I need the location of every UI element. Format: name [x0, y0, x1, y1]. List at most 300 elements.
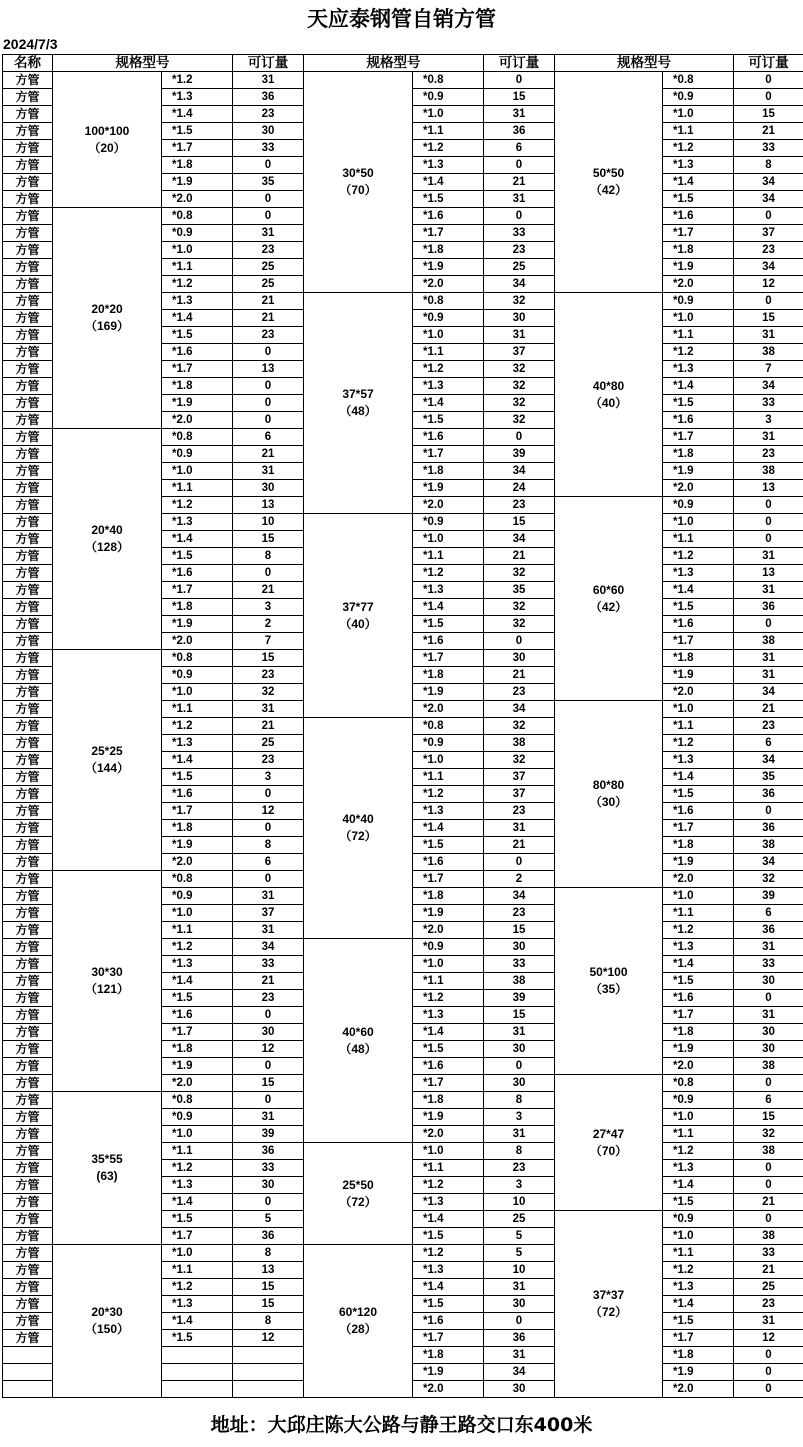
column-header-spec: 规格型号	[555, 55, 734, 72]
quantity-cell: 30	[734, 1041, 803, 1058]
quantity-cell: 23	[484, 1160, 555, 1177]
item-name-cell: 方管	[3, 956, 53, 973]
gauge-cell	[162, 1347, 233, 1364]
gauge-cell: *1.9	[162, 174, 233, 191]
quantity-cell: 0	[734, 531, 803, 548]
gauge-cell: *1.8	[413, 463, 484, 480]
quantity-cell: 23	[484, 497, 555, 514]
gauge-cell: *1.1	[162, 480, 233, 497]
quantity-cell: 31	[484, 1126, 555, 1143]
quantity-cell: 0	[233, 1058, 304, 1075]
gauge-cell: *2.0	[663, 1381, 734, 1398]
gauge-cell: *1.2	[413, 565, 484, 582]
gauge-cell: *1.0	[413, 106, 484, 123]
gauge-cell: *1.9	[663, 1041, 734, 1058]
size-group-label	[304, 514, 413, 718]
quantity-cell: 38	[734, 1058, 803, 1075]
size-group-label	[555, 1075, 663, 1211]
item-name-cell: 方管	[3, 89, 53, 106]
quantity-cell: 38	[734, 1143, 803, 1160]
gauge-cell: *2.0	[162, 633, 233, 650]
item-name-cell: 方管	[3, 616, 53, 633]
item-name-cell: 方管	[3, 1092, 53, 1109]
quantity-cell: 23	[233, 752, 304, 769]
gauge-cell: *1.6	[663, 803, 734, 820]
item-name-cell: 方管	[3, 106, 53, 123]
gauge-cell: *1.3	[162, 514, 233, 531]
quantity-cell: 3	[233, 769, 304, 786]
quantity-cell: 21	[233, 582, 304, 599]
quantity-cell: 0	[233, 1194, 304, 1211]
gauge-cell: *1.9	[162, 395, 233, 412]
gauge-cell: *1.4	[663, 174, 734, 191]
quantity-cell: 6	[734, 905, 803, 922]
gauge-cell: *0.8	[162, 1092, 233, 1109]
gauge-cell: *1.7	[162, 361, 233, 378]
column-header-spec: 规格型号	[304, 55, 484, 72]
item-name-cell: 方管	[3, 1024, 53, 1041]
item-name-cell: 方管	[3, 990, 53, 1007]
size-total: （72）	[339, 1194, 377, 1209]
quantity-cell: 0	[484, 1058, 555, 1075]
gauge-cell: *1.8	[663, 1347, 734, 1364]
gauge-cell: *1.4	[663, 582, 734, 599]
quantity-cell: 32	[484, 718, 555, 735]
gauge-cell: *1.4	[663, 956, 734, 973]
gauge-cell: *0.9	[663, 1211, 734, 1228]
item-name-cell: 方管	[3, 1143, 53, 1160]
quantity-cell: 31	[734, 1313, 803, 1330]
quantity-cell: 35	[484, 582, 555, 599]
item-name-cell: 方管	[3, 310, 53, 327]
quantity-cell: 38	[734, 344, 803, 361]
size-spec: 25*50	[342, 1177, 374, 1192]
quantity-cell: 39	[233, 1126, 304, 1143]
item-name-cell: 方管	[3, 1075, 53, 1092]
item-name-cell: 方管	[3, 582, 53, 599]
gauge-cell: *1.3	[162, 956, 233, 973]
quantity-cell: 15	[734, 1109, 803, 1126]
quantity-cell: 36	[233, 1143, 304, 1160]
item-name-cell: 方管	[3, 276, 53, 293]
quantity-cell: 21	[734, 1194, 803, 1211]
quantity-cell: 34	[484, 531, 555, 548]
item-name-cell: 方管	[3, 327, 53, 344]
size-group-label	[304, 72, 413, 293]
quantity-cell: 34	[734, 752, 803, 769]
quantity-cell: 23	[734, 242, 803, 259]
gauge-cell: *1.9	[413, 905, 484, 922]
quantity-cell: 31	[734, 548, 803, 565]
quantity-cell: 0	[233, 412, 304, 429]
gauge-cell: *1.7	[413, 225, 484, 242]
gauge-cell: *1.8	[413, 1092, 484, 1109]
gauge-cell: *1.7	[663, 633, 734, 650]
quantity-cell: 3	[484, 1177, 555, 1194]
size-total: （48）	[339, 404, 377, 418]
quantity-cell: 23	[484, 242, 555, 259]
gauge-cell: *2.0	[162, 854, 233, 871]
size-group-label	[53, 650, 162, 871]
gauge-cell: *1.5	[413, 837, 484, 854]
quantity-cell	[233, 1381, 304, 1398]
quantity-cell: 31	[484, 106, 555, 123]
quantity-cell: 0	[734, 1211, 803, 1228]
quantity-cell: 38	[734, 837, 803, 854]
quantity-cell: 0	[734, 1381, 803, 1398]
quantity-cell: 23	[233, 990, 304, 1007]
gauge-cell: *1.4	[413, 395, 484, 412]
quantity-cell: 31	[233, 922, 304, 939]
item-name-cell: 方管	[3, 973, 53, 990]
gauge-cell: *1.6	[413, 633, 484, 650]
size-spec: 50*50	[592, 166, 625, 180]
size-group-label	[53, 1245, 162, 1398]
quantity-cell: 5	[484, 1245, 555, 1262]
quantity-cell: 33	[233, 1160, 304, 1177]
quantity-cell: 30	[233, 1024, 304, 1041]
quantity-cell: 38	[484, 735, 555, 752]
quantity-cell: 31	[734, 429, 803, 446]
gauge-cell: *1.5	[413, 1296, 484, 1313]
quantity-cell: 8	[233, 837, 304, 854]
item-name-cell	[3, 1381, 53, 1398]
quantity-cell: 21	[734, 1262, 803, 1279]
quantity-cell: 0	[484, 208, 555, 225]
quantity-cell: 23	[233, 667, 304, 684]
quantity-cell: 32	[484, 599, 555, 616]
item-name-cell: 方管	[3, 1058, 53, 1075]
quantity-cell: 31	[734, 327, 803, 344]
gauge-cell: *1.1	[162, 259, 233, 276]
gauge-cell: *1.5	[663, 191, 734, 208]
quantity-cell: 13	[233, 497, 304, 514]
size-total: （70）	[589, 1143, 628, 1158]
quantity-cell: 0	[734, 616, 803, 633]
gauge-cell: *0.9	[162, 888, 233, 905]
quantity-cell: 15	[484, 514, 555, 531]
gauge-cell: *0.8	[663, 72, 734, 89]
quantity-cell: 30	[484, 939, 555, 956]
gauge-cell: *1.5	[162, 548, 233, 565]
size-total: （40）	[589, 395, 628, 410]
quantity-cell: 0	[734, 990, 803, 1007]
gauge-cell: *1.6	[413, 208, 484, 225]
size-total: （20）	[88, 140, 126, 155]
address-footer: 地址：大邱庄陈大公路与静王路交口东400米	[210, 1414, 593, 1436]
quantity-cell: 0	[734, 72, 803, 89]
item-name-cell: 方管	[3, 72, 53, 89]
gauge-cell: *2.0	[413, 922, 484, 939]
gauge-cell: *1.1	[663, 718, 734, 735]
quantity-cell: 0	[484, 429, 555, 446]
item-name-cell: 方管	[3, 871, 53, 888]
gauge-cell: *1.9	[663, 1364, 734, 1381]
quantity-cell: 12	[734, 1330, 803, 1347]
gauge-cell: *1.4	[663, 1177, 734, 1194]
size-group-label	[555, 293, 663, 497]
size-spec: 40*80	[592, 378, 625, 393]
item-name-cell: 方管	[3, 1279, 53, 1296]
gauge-cell: *2.0	[663, 871, 734, 888]
gauge-cell: *0.9	[413, 89, 484, 106]
gauge-cell: *1.5	[162, 990, 233, 1007]
gauge-cell: *1.6	[413, 429, 484, 446]
gauge-cell: *1.8	[162, 1041, 233, 1058]
item-name-cell: 方管	[3, 157, 53, 174]
gauge-cell: *1.2	[162, 1160, 233, 1177]
stock-table	[2, 54, 803, 1415]
item-name-cell: 方管	[3, 820, 53, 837]
quantity-cell: 7	[233, 633, 304, 650]
quantity-cell	[233, 1347, 304, 1364]
gauge-cell: *1.3	[162, 89, 233, 106]
quantity-cell: 10	[484, 1194, 555, 1211]
quantity-cell: 34	[484, 1364, 555, 1381]
gauge-cell: *1.4	[663, 1296, 734, 1313]
size-total: （144）	[84, 761, 130, 775]
quantity-cell: 31	[233, 701, 304, 718]
quantity-cell: 31	[484, 820, 555, 837]
size-group-label	[53, 72, 162, 208]
item-name-cell: 方管	[3, 735, 53, 752]
quantity-cell: 32	[484, 752, 555, 769]
gauge-cell: *1.1	[162, 701, 233, 718]
gauge-cell: *1.3	[663, 1160, 734, 1177]
gauge-cell: *1.6	[663, 616, 734, 633]
quantity-cell: 15	[233, 1296, 304, 1313]
quantity-cell: 21	[233, 446, 304, 463]
size-spec: 30*50	[342, 166, 374, 180]
item-name-cell: 方管	[3, 922, 53, 939]
size-group-label	[304, 718, 413, 939]
gauge-cell: *0.8	[663, 1075, 734, 1092]
gauge-cell: *1.1	[413, 973, 484, 990]
gauge-cell: *2.0	[162, 412, 233, 429]
gauge-cell: *1.3	[162, 1177, 233, 1194]
quantity-cell: 0	[233, 871, 304, 888]
quantity-cell: 30	[233, 123, 304, 140]
gauge-cell: *1.0	[162, 463, 233, 480]
gauge-cell: *1.3	[162, 735, 233, 752]
gauge-cell: *0.8	[162, 650, 233, 667]
gauge-cell: *1.3	[413, 1262, 484, 1279]
size-group-label	[304, 939, 413, 1143]
gauge-cell: *1.9	[413, 480, 484, 497]
quantity-cell: 37	[484, 786, 555, 803]
quantity-cell: 31	[734, 667, 803, 684]
quantity-cell: 31	[233, 888, 304, 905]
gauge-cell: *0.9	[663, 1092, 734, 1109]
item-name-cell: 方管	[3, 361, 53, 378]
quantity-cell: 12	[233, 803, 304, 820]
size-spec: 100*100	[84, 123, 130, 138]
gauge-cell: *1.0	[413, 956, 484, 973]
gauge-cell: *1.8	[413, 242, 484, 259]
gauge-cell: *1.1	[663, 531, 734, 548]
sheet-date: 2024/7/3	[3, 36, 58, 52]
size-spec: 37*37	[592, 1288, 625, 1302]
gauge-cell: *0.9	[162, 1109, 233, 1126]
gauge-cell: *1.5	[663, 395, 734, 412]
column-header-qty: 可订量	[734, 55, 803, 72]
quantity-cell: 32	[233, 684, 304, 701]
gauge-cell: *1.0	[663, 701, 734, 718]
gauge-cell: *1.3	[413, 582, 484, 599]
gauge-cell: *1.6	[663, 208, 734, 225]
gauge-cell: *1.9	[413, 1109, 484, 1126]
quantity-cell: 33	[734, 956, 803, 973]
gauge-cell: *1.0	[663, 310, 734, 327]
gauge-cell: *1.3	[663, 1279, 734, 1296]
gauge-cell: *1.0	[162, 684, 233, 701]
quantity-cell: 36	[233, 1228, 304, 1245]
gauge-cell: *1.4	[663, 378, 734, 395]
item-name-cell: 方管	[3, 208, 53, 225]
quantity-cell: 15	[233, 1075, 304, 1092]
gauge-cell: *1.3	[413, 157, 484, 174]
gauge-cell: *0.8	[162, 429, 233, 446]
gauge-cell: *1.7	[162, 803, 233, 820]
gauge-cell: *1.4	[413, 174, 484, 191]
gauge-cell: *1.8	[413, 667, 484, 684]
item-name-cell: 方管	[3, 905, 53, 922]
size-spec: 20*40	[91, 523, 123, 537]
gauge-cell: *1.5	[413, 616, 484, 633]
quantity-cell: 15	[233, 531, 304, 548]
quantity-cell: 39	[484, 446, 555, 463]
gauge-cell: *1.1	[162, 1143, 233, 1160]
gauge-cell: *1.2	[162, 718, 233, 735]
gauge-cell: *1.1	[162, 1262, 233, 1279]
gauge-cell: *1.0	[663, 1109, 734, 1126]
gauge-cell: *1.6	[413, 1058, 484, 1075]
gauge-cell: *1.3	[663, 565, 734, 582]
quantity-cell: 6	[233, 854, 304, 871]
quantity-cell: 31	[484, 327, 555, 344]
quantity-cell: 37	[233, 905, 304, 922]
gauge-cell: *2.0	[663, 480, 734, 497]
quantity-cell: 3	[484, 1109, 555, 1126]
gauge-cell: *1.4	[162, 106, 233, 123]
quantity-cell: 25	[233, 735, 304, 752]
quantity-cell: 31	[734, 582, 803, 599]
quantity-cell: 5	[233, 1211, 304, 1228]
gauge-cell: *1.7	[413, 650, 484, 667]
quantity-cell: 0	[734, 1347, 803, 1364]
gauge-cell: *1.7	[663, 1007, 734, 1024]
gauge-cell: *1.2	[413, 1245, 484, 1262]
gauge-cell: *1.6	[162, 786, 233, 803]
quantity-cell: 21	[233, 718, 304, 735]
quantity-cell: 33	[484, 956, 555, 973]
quantity-cell: 37	[484, 769, 555, 786]
item-name-cell: 方管	[3, 123, 53, 140]
item-name-cell: 方管	[3, 718, 53, 735]
item-name-cell: 方管	[3, 1245, 53, 1262]
item-name-cell: 方管	[3, 412, 53, 429]
gauge-cell: *2.0	[413, 497, 484, 514]
quantity-cell: 21	[734, 701, 803, 718]
quantity-cell: 0	[484, 633, 555, 650]
quantity-cell: 23	[233, 106, 304, 123]
quantity-cell: 31	[233, 225, 304, 242]
quantity-cell: 0	[233, 191, 304, 208]
size-total: （35）	[589, 982, 628, 996]
quantity-cell: 0	[233, 820, 304, 837]
item-name-cell: 方管	[3, 497, 53, 514]
gauge-cell	[162, 1364, 233, 1381]
gauge-cell: *1.7	[413, 446, 484, 463]
size-group-label	[304, 1245, 413, 1398]
quantity-cell: 33	[734, 140, 803, 157]
size-group-label	[304, 293, 413, 514]
quantity-cell: 23	[734, 446, 803, 463]
quantity-cell: 0	[484, 1313, 555, 1330]
gauge-cell: *1.5	[162, 769, 233, 786]
item-name-cell: 方管	[3, 939, 53, 956]
gauge-cell: *1.2	[663, 1262, 734, 1279]
quantity-cell: 23	[233, 327, 304, 344]
gauge-cell: *2.0	[413, 276, 484, 293]
size-spec: 35*55	[91, 1152, 123, 1166]
gauge-cell: *1.5	[663, 973, 734, 990]
quantity-cell: 13	[734, 480, 803, 497]
quantity-cell: 6	[233, 429, 304, 446]
item-name-cell: 方管	[3, 191, 53, 208]
gauge-cell: *1.5	[162, 123, 233, 140]
gauge-cell: *1.3	[663, 939, 734, 956]
quantity-cell: 0	[734, 89, 803, 106]
gauge-cell: *2.0	[413, 701, 484, 718]
quantity-cell: 34	[734, 684, 803, 701]
quantity-cell: 34	[484, 888, 555, 905]
quantity-cell: 39	[734, 888, 803, 905]
gauge-cell: *1.4	[162, 310, 233, 327]
gauge-cell: *1.9	[663, 463, 734, 480]
quantity-cell: 0	[734, 1075, 803, 1092]
quantity-cell: 33	[233, 956, 304, 973]
quantity-cell: 25	[484, 1211, 555, 1228]
quantity-cell: 7	[734, 361, 803, 378]
table-row	[3, 72, 803, 89]
quantity-cell: 25	[484, 259, 555, 276]
gauge-cell: *0.8	[413, 72, 484, 89]
size-spec: 60*120	[338, 1305, 378, 1319]
size-total: （169）	[84, 319, 130, 333]
quantity-cell: 25	[734, 1279, 803, 1296]
gauge-cell: *1.5	[162, 1330, 233, 1347]
quantity-cell: 6	[484, 140, 555, 157]
gauge-cell: *1.1	[413, 548, 484, 565]
gauge-cell: *1.9	[663, 667, 734, 684]
quantity-cell: 31	[484, 1279, 555, 1296]
quantity-cell: 15	[233, 650, 304, 667]
item-name-cell	[3, 1347, 53, 1364]
column-header-name: 名称	[3, 55, 53, 72]
gauge-cell: *1.3	[413, 1194, 484, 1211]
item-name-cell: 方管	[3, 446, 53, 463]
size-spec: 27*47	[592, 1126, 625, 1141]
gauge-cell	[162, 1381, 233, 1398]
gauge-cell: *1.3	[162, 1296, 233, 1313]
gauge-cell: *1.7	[162, 140, 233, 157]
quantity-cell: 0	[233, 565, 304, 582]
gauge-cell: *1.2	[413, 361, 484, 378]
gauge-cell: *1.6	[413, 854, 484, 871]
quantity-cell: 32	[734, 871, 803, 888]
quantity-cell: 15	[734, 106, 803, 123]
